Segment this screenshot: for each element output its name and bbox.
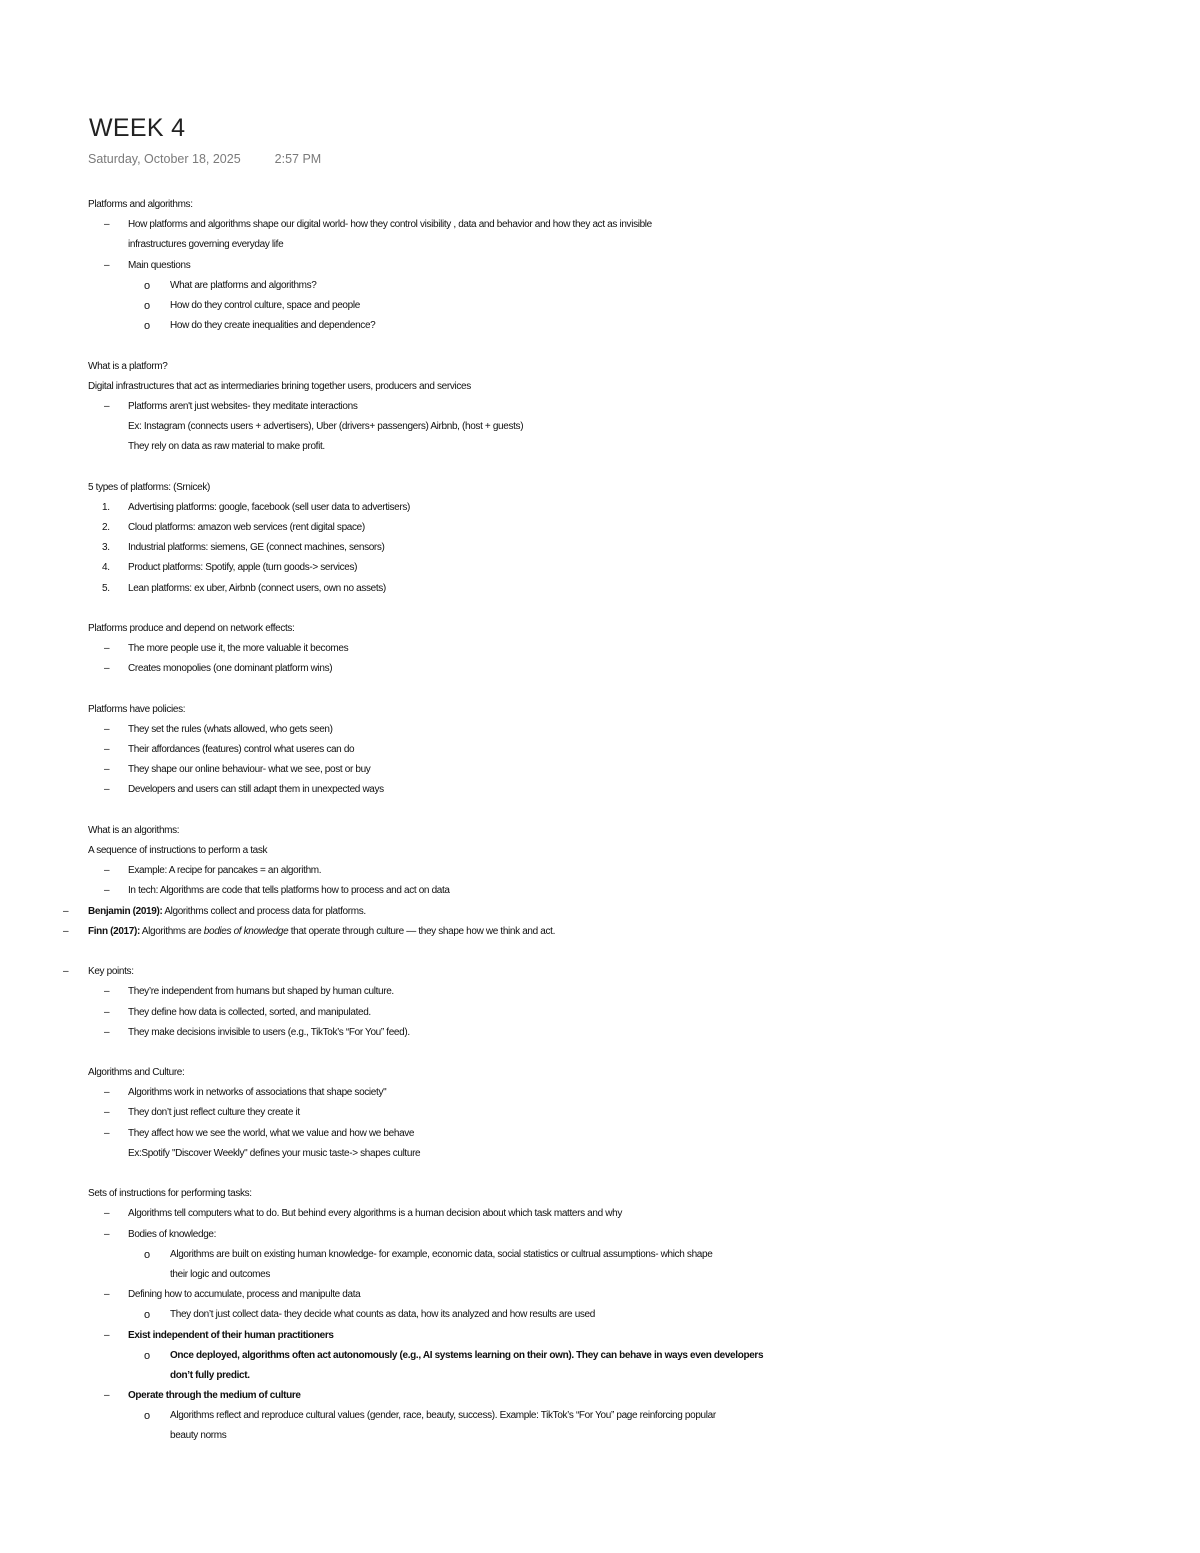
note-title: WEEK 4 — [89, 114, 186, 142]
dash-bullet: – — [63, 905, 69, 917]
definition-line: A sequence of instructions to perform a task — [88, 845, 268, 856]
circle-bullet: o — [144, 1248, 150, 1261]
citation-author: Finn (2017): — [88, 925, 140, 937]
list-item: – Exist independent of their human practitioners — [0, 1326, 1200, 1346]
list-item: – Main questions — [0, 256, 1200, 276]
section-heading: Platforms have policies: — [88, 703, 186, 715]
sub-list-item: o Once deployed, algorithms often act autonomously (e.g., AI systems learning on their own). They can behave in ways even developers — [0, 1346, 1200, 1366]
dash-bullet: – — [104, 400, 110, 412]
list-item: – Operate through the medium of culture — [0, 1386, 1200, 1406]
note-timestamp — [88, 152, 321, 166]
citation-author: Benjamin (2019): — [88, 905, 163, 917]
numbered-item: 1. Advertising platforms: google, facebook (sell user data to advertisers) — [0, 498, 1200, 518]
list-item-continuation: infrastructures governing everyday life — [128, 239, 284, 251]
emphasis-text: bodies of knowledge — [203, 925, 289, 937]
dash-bullet: – — [63, 925, 69, 937]
dash-bullet: – — [104, 986, 110, 998]
dash-bullet: – — [104, 784, 110, 796]
list-item: – They affect how we see the world, what we value and how we behave — [0, 1124, 1200, 1144]
dash-bullet: – — [104, 1006, 110, 1018]
circle-bullet: o — [144, 299, 150, 312]
list-item: – They don’t just reflect culture they create it — [0, 1103, 1200, 1123]
section-heading: Platforms and algorithms: — [88, 199, 193, 210]
sub-list-item: o They don’t just collect data- they decide what counts as data, how its analyzed and how results are used — [0, 1305, 1200, 1325]
numbered-item: 4. Product platforms: Spotify, apple (turn goods-> services) — [0, 558, 1200, 578]
dash-bullet: – — [104, 219, 110, 231]
list-item: – They set the rules (whats allowed, who gets seen) — [0, 720, 1200, 740]
circle-bullet: o — [144, 320, 150, 333]
list-item: – Algorithms tell computers what to do. But behind every algorithms is a human decision about which task matters and why — [0, 1204, 1200, 1224]
circle-bullet: o — [144, 1410, 150, 1423]
dash-bullet: – — [104, 1390, 110, 1402]
dash-bullet: – — [104, 1208, 110, 1220]
list-number: 5. — [102, 582, 110, 594]
sub-list-item: o What are platforms and algorithms? — [0, 276, 1200, 296]
list-item: – Creates monopolies (one dominant platform wins) — [0, 659, 1200, 679]
dash-bullet: – — [104, 1127, 110, 1139]
list-item: – Bodies of knowledge: — [0, 1225, 1200, 1245]
list-item-continuation: They rely on data as raw material to make profit. — [128, 441, 325, 453]
citation-item: – Finn (2017): Algorithms are bodies of knowledge that operate through culture — they shape how we think and act. — [0, 922, 1200, 942]
list-number: 2. — [102, 522, 110, 533]
dash-bullet: – — [104, 1289, 110, 1301]
list-item: – Algorithms work in networks of associations that shape society" — [0, 1083, 1200, 1103]
sub-list-item-continuation: don’t fully predict. — [170, 1369, 250, 1381]
section-heading: Sets of instructions for performing tasks: — [88, 1188, 252, 1200]
dash-bullet: – — [104, 865, 110, 877]
dash-bullet: – — [104, 259, 110, 271]
section-heading: Platforms produce and depend on network effects: — [88, 622, 295, 634]
sub-list-item-continuation: beauty norms — [170, 1430, 227, 1442]
list-item: – In tech: Algorithms are code that tells platforms how to process and act on data — [0, 881, 1200, 901]
circle-bullet: o — [144, 1349, 150, 1362]
section-heading: Algorithms and Culture: — [88, 1067, 185, 1079]
citation-item: – Benjamin (2019): Algorithms collect and process data for platforms. — [0, 902, 1200, 922]
list-item: – Example: A recipe for pancakes = an algorithm. — [0, 861, 1200, 881]
dash-bullet: – — [104, 1228, 110, 1240]
circle-bullet: o — [144, 1309, 150, 1322]
list-item: – Platforms aren't just websites- they meditate interactions — [0, 397, 1200, 417]
note-time: 2:57 PM — [274, 152, 322, 166]
dash-bullet: – — [104, 744, 110, 756]
dash-bullet: – — [104, 764, 110, 776]
list-item-continuation: Ex:Spotify "Discover Weekly" defines your music taste-> shapes culture — [128, 1147, 421, 1159]
dash-bullet: – — [104, 885, 110, 897]
definition-line: Digital infrastructures that act as intermediaries brining together users, producers and services — [88, 380, 471, 392]
list-item: – They’re independent from humans but shaped by human culture. — [0, 982, 1200, 1002]
list-item-continuation: Ex: Instagram (connects users + advertisers), Uber (drivers+ passengers) Airbnb, (host + guests) — [128, 421, 524, 433]
sub-list-item: o Algorithms are built on existing human knowledge- for example, economic data, social statistics or cultrual assumptions- which shape — [0, 1245, 1200, 1265]
numbered-item: 5. Lean platforms: ex uber, Airbnb (connect users, own no assets) — [0, 579, 1200, 599]
sub-list-item: o How do they create inequalities and dependence? — [0, 316, 1200, 336]
list-number: 3. — [102, 542, 110, 554]
sub-list-item-continuation: their logic and outcomes — [170, 1268, 270, 1280]
list-item: – How platforms and algorithms shape our digital world- how they control visibility , data and behavior and how they act as invisible — [0, 215, 1200, 235]
numbered-item: 3. Industrial platforms: siemens, GE (connect machines, sensors) — [0, 538, 1200, 558]
list-item: – They make decisions invisible to users (e.g., TikTok’s “For You” feed). — [0, 1023, 1200, 1043]
list-item: – The more people use it, the more valuable it becomes — [0, 639, 1200, 659]
list-item: – They shape our online behaviour- what we see, post or buy — [0, 760, 1200, 780]
circle-bullet: o — [144, 279, 150, 292]
dash-bullet: – — [63, 966, 69, 978]
list-item: – Developers and users can still adapt them in unexpected ways — [0, 780, 1200, 800]
list-number: 4. — [102, 562, 110, 574]
list-item: – Defining how to accumulate, process and manipulte data — [0, 1285, 1200, 1305]
note-date: Saturday, October 18, 2025 — [88, 152, 241, 166]
section-heading: What is a platform? — [88, 360, 168, 372]
dash-bullet: – — [104, 1087, 110, 1099]
dash-bullet: – — [104, 663, 110, 675]
dash-bullet: – — [104, 1329, 110, 1341]
dash-bullet: – — [104, 723, 110, 735]
note-body — [0, 195, 1200, 1447]
section-heading: What is an algorithms: — [88, 824, 180, 836]
list-item: – Key points: — [0, 962, 1200, 982]
sub-list-item: o How do they control culture, space and people — [0, 296, 1200, 316]
list-number: 1. — [102, 501, 110, 513]
numbered-item: 2. Cloud platforms: amazon web services (rent digital space) — [0, 518, 1200, 538]
dash-bullet: – — [104, 1026, 110, 1038]
dash-bullet: – — [104, 643, 110, 655]
list-item: – Their affordances (features) control what useres can do — [0, 740, 1200, 760]
dash-bullet: – — [104, 1107, 110, 1119]
list-item: – They define how data is collected, sorted, and manipulated. — [0, 1003, 1200, 1023]
section-heading: 5 types of platforms: (Srnicek) — [88, 481, 210, 493]
sub-list-item: o Algorithms reflect and reproduce cultural values (gender, race, beauty, success). Example: TikTok’s “For You” page reinforcing popular — [0, 1406, 1200, 1426]
